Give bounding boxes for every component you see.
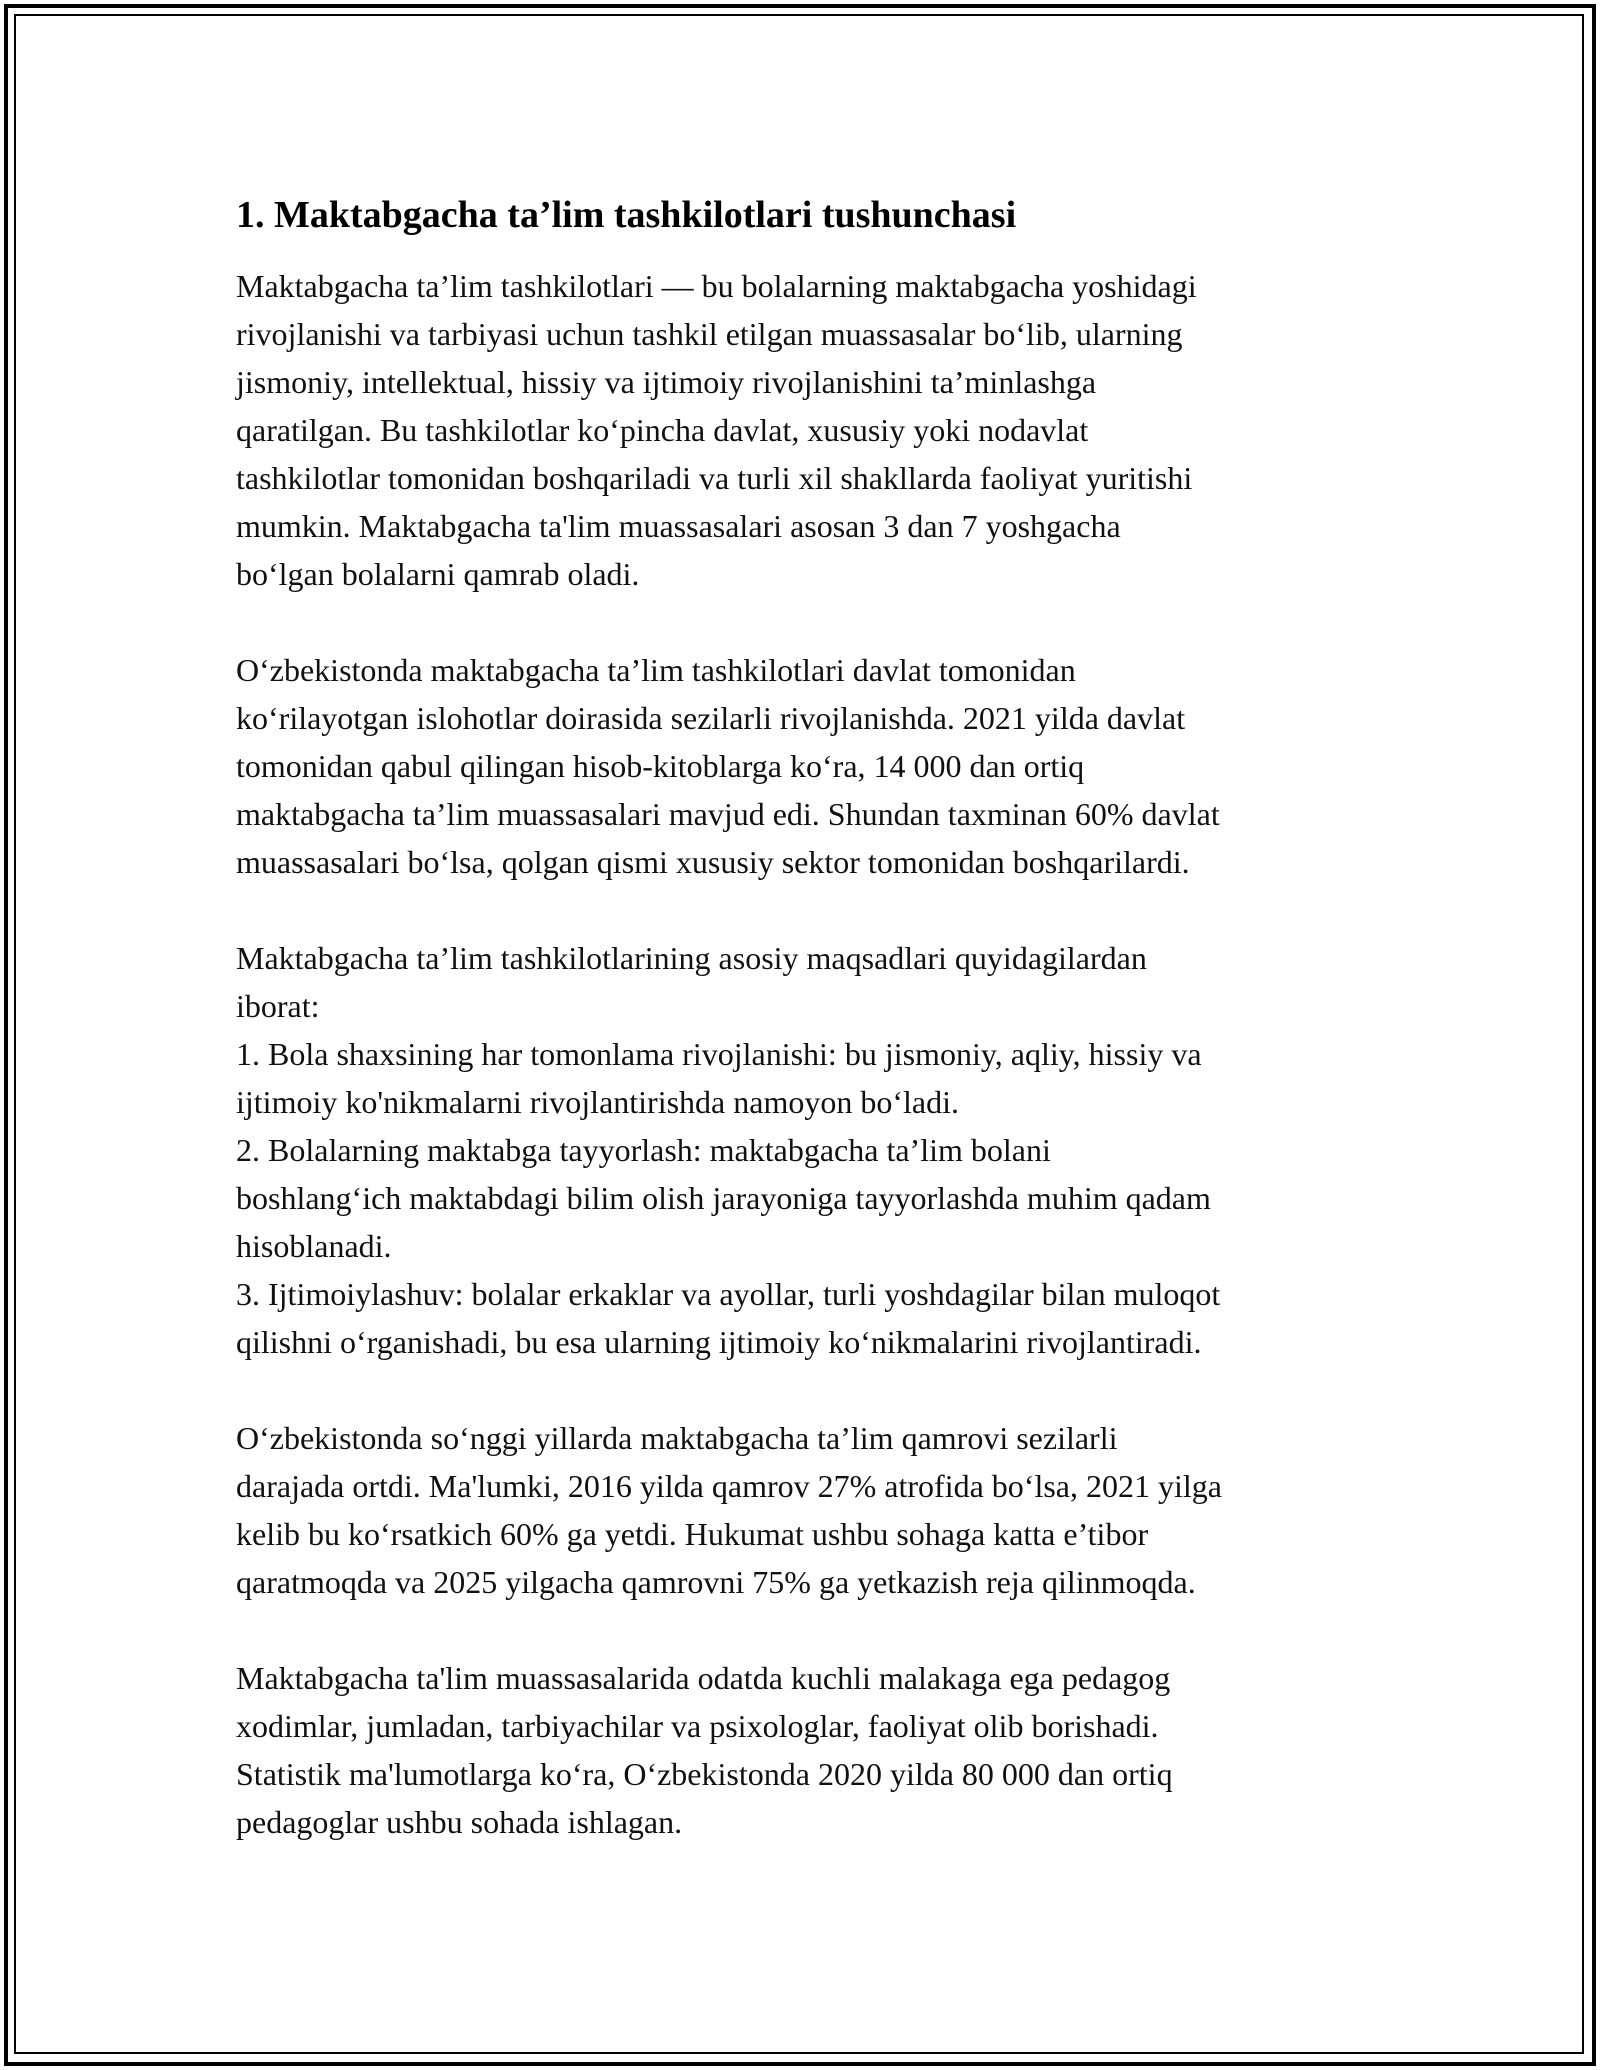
paragraph-3 (236, 934, 1386, 1366)
paragraph-line: 1. Bola shaxsining har tomonlama rivojlanishi: bu jismoniy, aqliy, hissiy va (236, 1036, 1202, 1072)
paragraph-line: bo‘lgan bolalarni qamrab oladi. (236, 556, 640, 592)
paragraph-line: kelib bu ko‘rsatkich 60% ga yetdi. Hukumat ushbu sohaga katta e’tibor (236, 1516, 1149, 1552)
paragraph-line: Maktabgacha ta’lim tashkilotlari — bu bolalarning maktabgacha yoshidagi (236, 268, 1197, 304)
paragraph-line: maktabgacha ta’lim muassasalari mavjud edi. Shundan taxminan 60% davlat (236, 796, 1220, 832)
paragraph-line: qaratmoqda va 2025 yilgacha qamrovni 75% ga yetkazish reja qilinmoqda. (236, 1564, 1196, 1600)
paragraph-line: 3. Ijtimoiylashuv: bolalar erkaklar va ayollar, turli yoshdagilar bilan muloqot (236, 1276, 1221, 1312)
paragraph-line: darajada ortdi. Ma'lumki, 2016 yilda qamrov 27% atrofida bo‘lsa, 2021 yilga (236, 1468, 1222, 1504)
paragraph-line: hisoblanadi. (236, 1228, 392, 1264)
paragraph-4 (236, 1414, 1386, 1606)
paragraph-line: mumkin. Maktabgacha ta'lim muassasalari asosan 3 dan 7 yoshgacha (236, 508, 1121, 544)
paragraph-line: Statistik ma'lumotlarga ko‘ra, O‘zbekistonda 2020 yilda 80 000 dan ortiq (236, 1756, 1173, 1792)
paragraph-2 (236, 646, 1386, 886)
paragraph-line: ko‘rilayotgan islohotlar doirasida sezilarli rivojlanishda. 2021 yilda davlat (236, 700, 1186, 736)
paragraph-line: pedagoglar ushbu sohada ishlagan. (236, 1804, 683, 1840)
paragraph-line: jismoniy, intellektual, hissiy va ijtimoiy rivojlanishini ta’minlashga (236, 364, 1097, 400)
paragraph-line: tashkilotlar tomonidan boshqariladi va turli xil shakllarda faoliyat yuritishi (236, 460, 1193, 496)
paragraph-line: O‘zbekistonda so‘nggi yillarda maktabgacha ta’lim qamrovi sezilarli (236, 1420, 1118, 1456)
paragraph-line: Maktabgacha ta'lim muassasalarida odatda kuchli malakaga ega pedagog (236, 1660, 1171, 1696)
paragraph-line: tomonidan qabul qilingan hisob-kitoblarga ko‘ra, 14 000 dan ortiq (236, 748, 1085, 784)
paragraph-line: ijtimoiy ko'nikmalarni rivojlantirishda namoyon bo‘ladi. (236, 1084, 959, 1120)
paragraph-line: 2. Bolalarning maktabga tayyorlash: maktabgacha ta’lim bolani (236, 1132, 1051, 1168)
paragraph-line: Maktabgacha ta’lim tashkilotlarining asosiy maqsadlari quyidagilardan (236, 940, 1147, 976)
paragraph-line: rivojlanishi va tarbiyasi uchun tashkil etilgan muassasalar bo‘lib, ularning (236, 316, 1183, 352)
document-content (236, 188, 1386, 1846)
paragraph-line: muassasalari bo‘lsa, qolgan qismi xususiy sektor tomonidan boshqarilardi. (236, 844, 1190, 880)
paragraph-line: boshlang‘ich maktabdagi bilim olish jarayoniga tayyorlashda muhim qadam (236, 1180, 1211, 1216)
paragraph-line: qilishni o‘rganishadi, bu esa ularning ijtimoiy ko‘nikmalarini rivojlantiradi. (236, 1324, 1202, 1360)
paragraph-line: iborat: (236, 988, 320, 1024)
paragraph-line: O‘zbekistonda maktabgacha ta’lim tashkilotlari davlat tomonidan (236, 652, 1076, 688)
paragraph-5 (236, 1654, 1386, 1846)
paragraph-line: qaratilgan. Bu tashkilotlar ko‘pincha davlat, xususiy yoki nodavlat (236, 412, 1089, 448)
document-body (236, 262, 1386, 1846)
paragraph-1 (236, 262, 1386, 598)
section-title: 1. Maktabgacha ta’lim tashkilotlari tushunchasi (236, 194, 1017, 236)
paragraph-line: xodimlar, jumladan, tarbiyachilar va psixologlar, faoliyat olib borishadi. (236, 1708, 1159, 1744)
